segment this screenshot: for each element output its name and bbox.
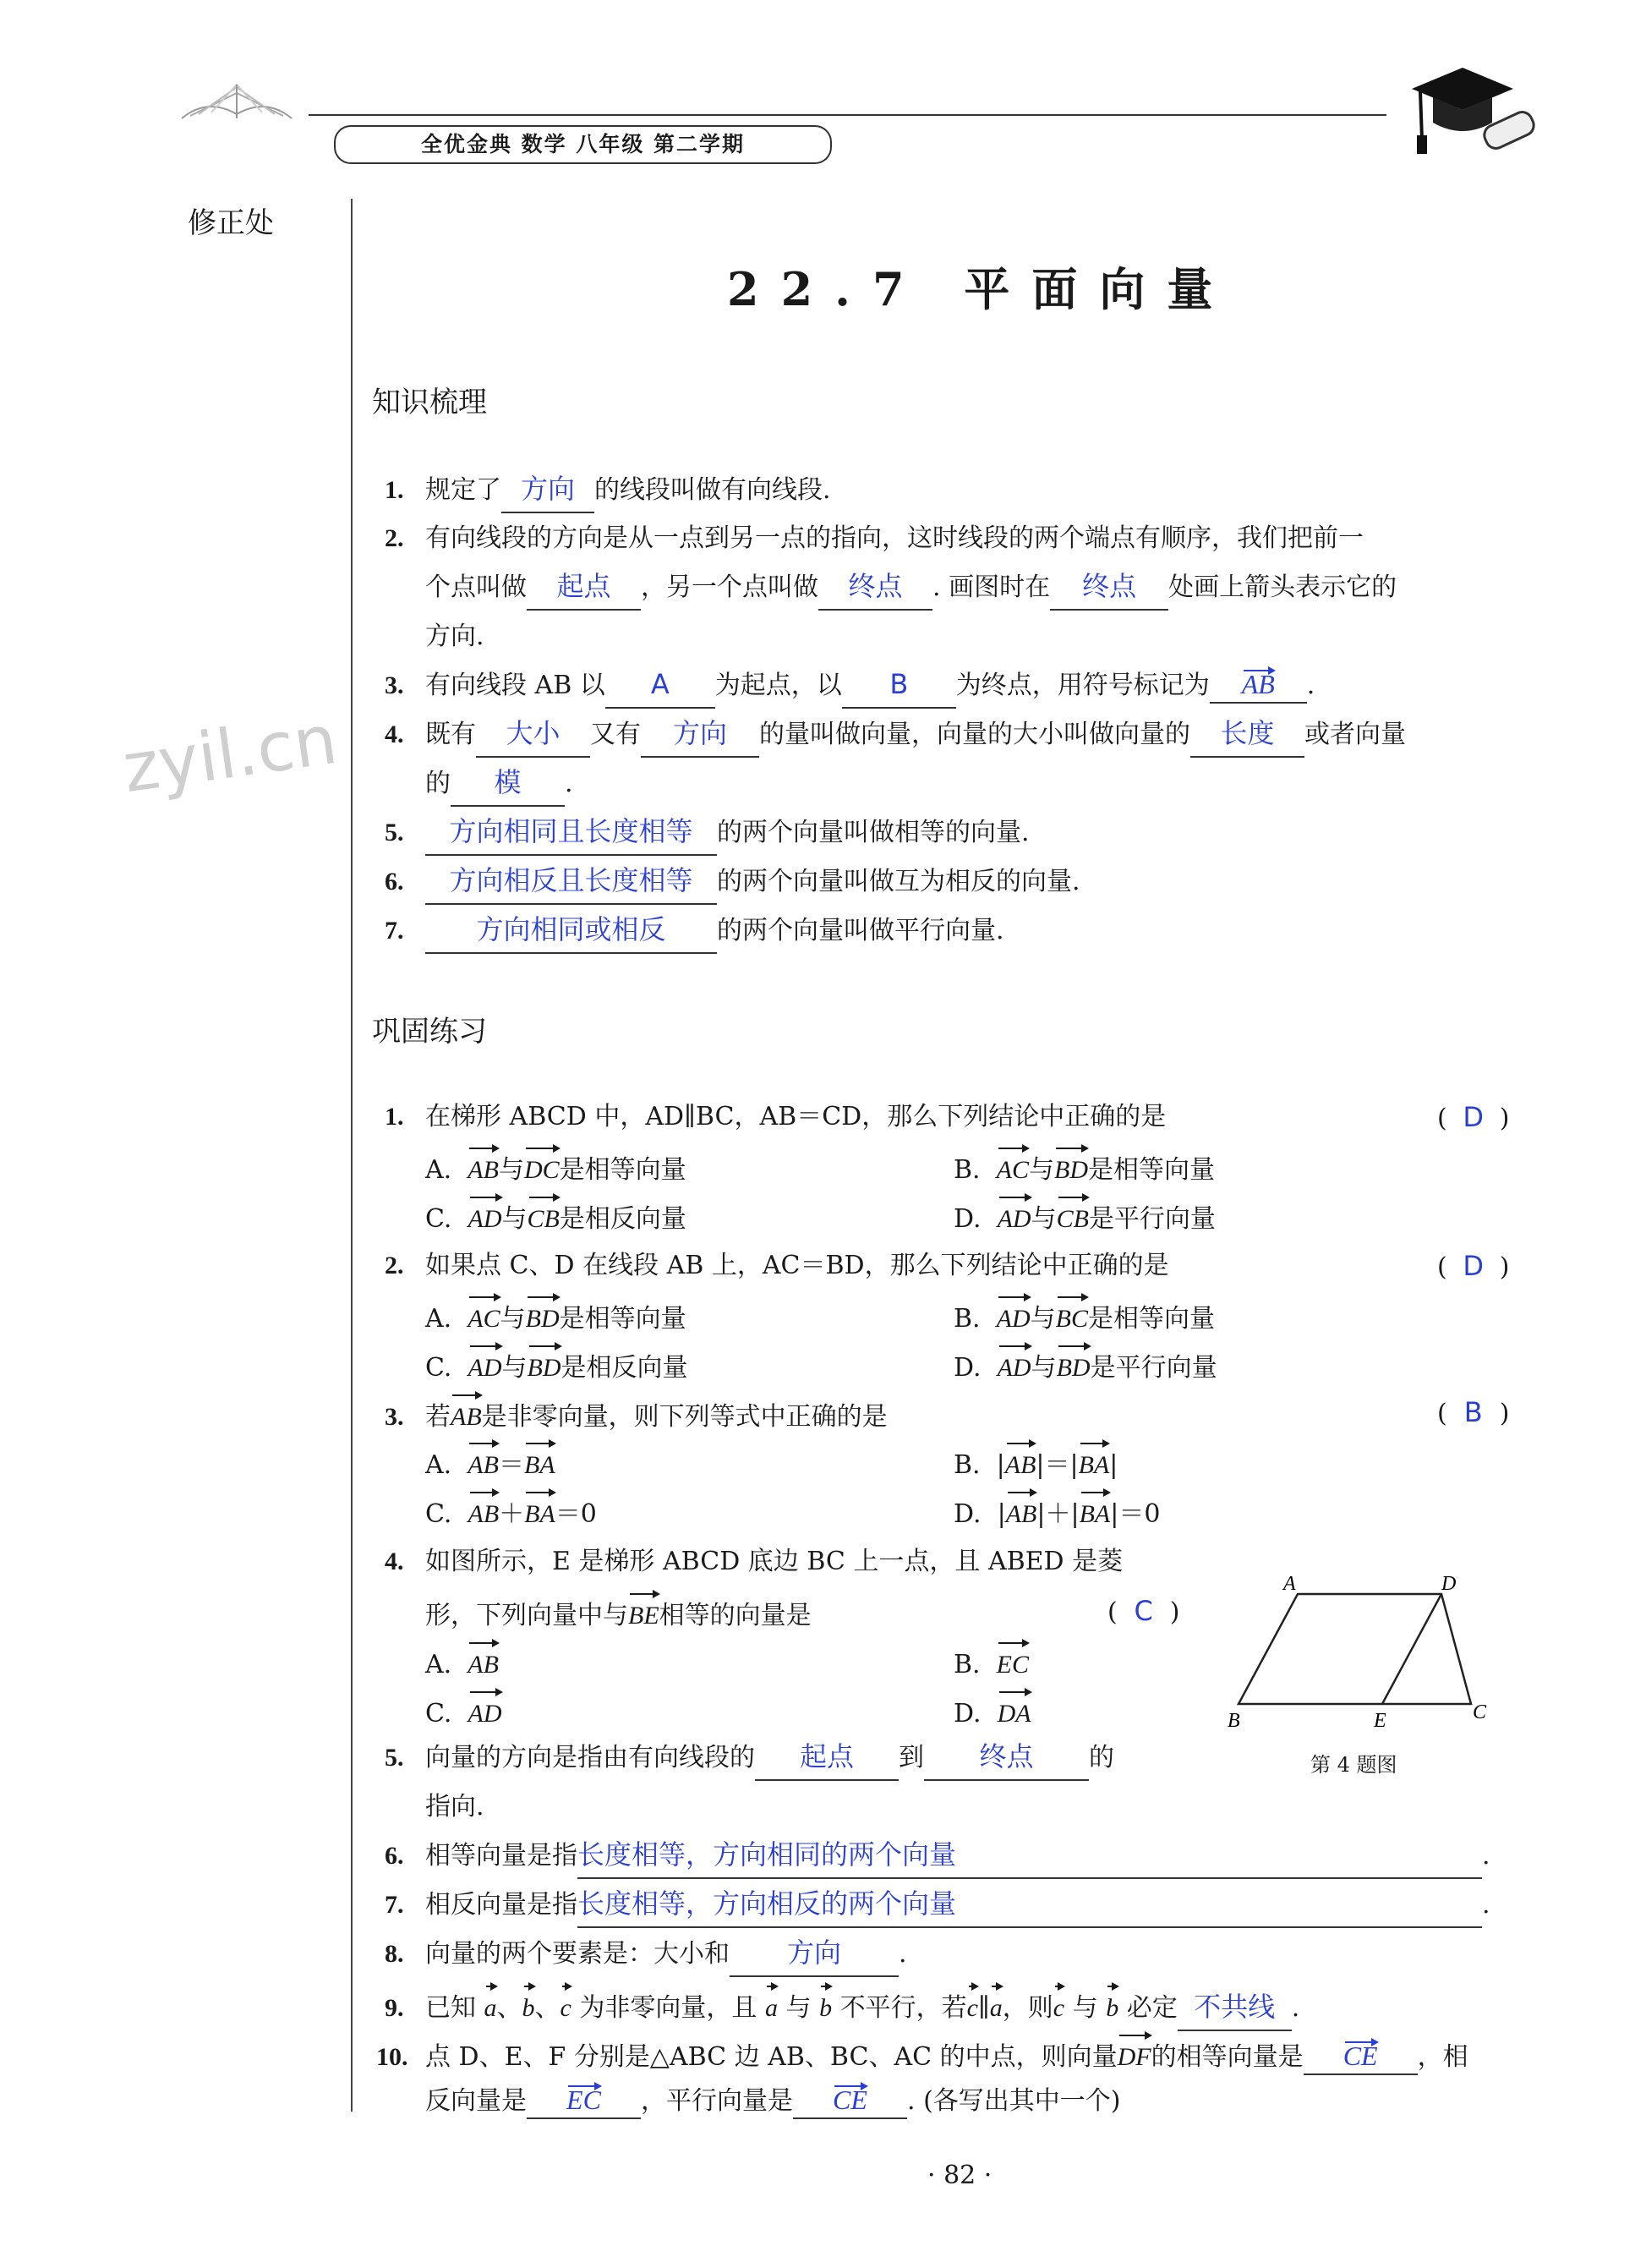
knowledge-q4-line2: 的 模 . — [425, 763, 573, 805]
knowledge-q5: 5. 方向相同且长度相等 的两个向量叫做相等的向量. — [385, 812, 1030, 854]
practice-q6: 6. 相等向量是指长度相等，方向相同的两个向量 . — [385, 1835, 1490, 1877]
book-series-banner: 全优金典 数学 八年级 第二学期 — [334, 125, 832, 164]
practice-q10: 10. 点 D、E、F 分别是△ABC 边 AB、BC、AC 的中点，则向量DF的相等向量是 CE ，相 — [376, 2031, 1468, 2074]
segment-de — [1382, 1594, 1441, 1704]
q1-option-b: B. AC与BD是相等向量 — [954, 1144, 1215, 1186]
q4-option-d: D. DA — [954, 1688, 1031, 1730]
q4-option-a: A. AB — [425, 1639, 499, 1681]
practice-q4-line2: 形，下列向量中与BE相等的向量是 — [425, 1590, 812, 1632]
graduation-cap-icon — [1403, 59, 1547, 169]
knowledge-q1: 1. 规定了 方向 的线段叫做有向线段. — [385, 469, 831, 512]
q4-option-c: C. AD — [425, 1688, 502, 1730]
q1-option-d: D. AD与CB是平行向量 — [954, 1193, 1216, 1235]
knowledge-q6: 6. 方向相反且长度相等 的两个向量叫做互为相反的向量. — [385, 861, 1080, 903]
watermark: zyil.cn — [118, 699, 342, 808]
q4-figure-trapezoid — [1217, 1564, 1505, 1734]
practice-q10-line2: 反向量是 EC ，平行向量是 CE . (各写出其中一个) — [425, 2080, 1120, 2123]
section-heading-practice: 巩固练习 — [372, 1015, 487, 1049]
q3-option-c: C. AB＋BA＝0 — [425, 1488, 597, 1531]
practice-q5: 5. 向量的方向是指由有向线段的 起点 到 终点 的 — [385, 1737, 1114, 1779]
knowledge-q2: 2. 有向线段的方向是从一点到另一点的指向，这时线段的两个端点有顺序，我们把前一 — [385, 523, 1364, 553]
answer: 方向 — [520, 473, 575, 505]
section-heading-knowledge: 知识梳理 — [372, 386, 487, 419]
page-title: 22.7 平面向量 — [727, 262, 1235, 316]
q3-option-d: D. |AB|＋|BA|＝0 — [954, 1488, 1160, 1531]
label-b: B — [1228, 1710, 1240, 1732]
margin-divider — [351, 199, 353, 2112]
figure-caption: 第 4 题图 — [1310, 1753, 1397, 1777]
q3-option-a: A. AB＝BA — [425, 1439, 555, 1482]
header-rule — [309, 114, 1386, 116]
correction-label: 修正处 — [188, 206, 274, 240]
q2-option-a: A. AC与BD是相等向量 — [425, 1293, 686, 1335]
practice-q1-answer: ( D ) — [1437, 1101, 1510, 1133]
knowledge-q2-line3: 方向. — [425, 622, 484, 651]
q4-option-b: B. EC — [954, 1639, 1029, 1681]
practice-q8: 8. 向量的两个要素是：大小和 方向 . — [385, 1933, 907, 1975]
practice-q4-answer: ( C ) — [1107, 1595, 1180, 1627]
q2-option-b: B. AD与BC是相等向量 — [954, 1293, 1215, 1335]
practice-q7: 7. 相反向量是指长度相等，方向相反的两个向量 . — [385, 1884, 1490, 1926]
practice-q5-line2: 指向. — [425, 1792, 484, 1822]
practice-q9: 9. 已知 a、b、c 为非零向量，且 a 与 b 不平行，若c∥a，则c 与 b 必定 不共线 . — [385, 1982, 1299, 2024]
q1-option-a: A. AB与DC是相等向量 — [425, 1144, 686, 1186]
q1-option-c: C. AD与CB是相反向量 — [425, 1193, 686, 1235]
open-book-icon — [173, 80, 300, 131]
practice-q3-answer: ( B ) — [1437, 1396, 1510, 1428]
practice-q4: 4. 如图所示，E 是梯形 ABCD 底边 BC 上一点，且 ABED 是菱 — [385, 1547, 1124, 1576]
practice-q2-answer: ( D ) — [1437, 1250, 1510, 1282]
knowledge-q7: 7. 方向相同或相反 的两个向量叫做平行向量. — [385, 910, 1004, 952]
q3-option-b: B. |AB|＝|BA| — [954, 1439, 1118, 1482]
knowledge-q2-line2: 个点叫做 起点 ，另一个点叫做 终点 . 画图时在 终点 处画上箭头表示它的 — [425, 567, 1397, 609]
q2-option-d: D. AD与BD是平行向量 — [954, 1342, 1217, 1384]
practice-q1: 1. 在梯形 ABCD 中，AD∥BC，AB＝CD，那么下列结论中正确的是 — [385, 1102, 1167, 1131]
knowledge-q3: 3. 有向线段 AB 以 A 为起点，以 B 为终点，用符号标记为 AB . — [385, 665, 1315, 707]
label-d: D — [1441, 1573, 1457, 1595]
practice-q2: 2. 如果点 C、D 在线段 AB 上，AC＝BD，那么下列结论中正确的是 — [385, 1251, 1169, 1280]
label-e: E — [1374, 1710, 1386, 1732]
label-a: A — [1283, 1573, 1296, 1595]
label-c: C — [1473, 1701, 1487, 1723]
practice-q3: 3. 若AB是非零向量，则下列等式中正确的是 — [385, 1391, 888, 1433]
q2-option-c: C. AD与BD是相反向量 — [425, 1342, 688, 1384]
page-number: · 82 · — [927, 2161, 992, 2190]
knowledge-q4: 4. 既有 大小 又有 方向 的量叫做向量，向量的大小叫做向量的 长度 或者向量 — [385, 714, 1406, 756]
trapezoid-abcd — [1239, 1594, 1471, 1704]
